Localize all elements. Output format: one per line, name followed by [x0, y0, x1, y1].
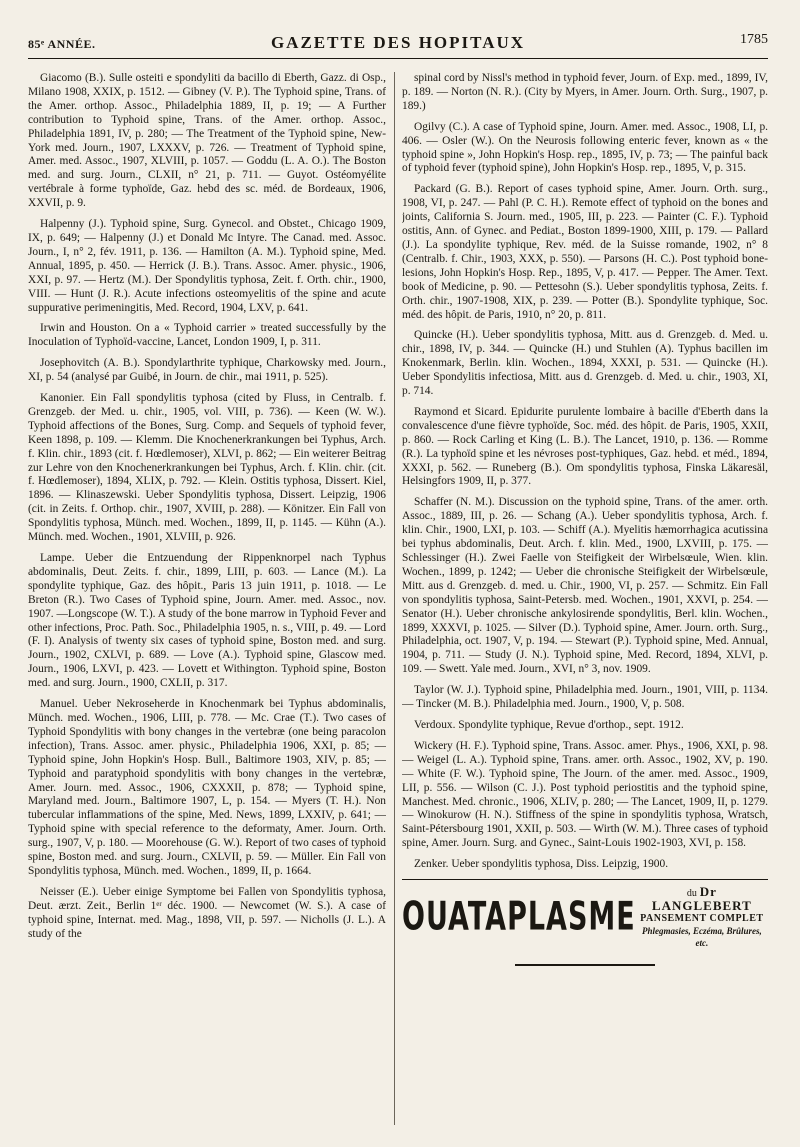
bibliography-entry: spinal cord by Nissl's method in typhoid fever, Journ. of Exp. med., 1899, IV, p. 189. — Norton (N. R.). (City by Myers, in Amer. Journ. Orth. Surg., 1907, p. 189.): [402, 72, 768, 112]
advertisement: [402, 879, 768, 973]
ornament-rule: [515, 964, 655, 966]
bibliography-entry: Quincke (H.). Ueber spondylitis typhosa, Mitt. aus d. Grenzgeb. d. Med. u. chir., 1898, IV, p. 344. — Quincke (H.) und Stuhlen (A). Typhus bacillen im Knokenmark, Berlin. klin. Wochen., 1894, XXXI, p. 531. — Quincke (H.). Ueber Spondylitis infectiosa, Mitt. aus d. Grenzgeb. d. Med. u. chir., 1903, XI, p. 714.: [402, 329, 768, 398]
page-number: 1785: [740, 32, 768, 47]
bibliography-entry: Giacomo (B.). Sulle osteiti e spondyliti da bacillo di Eberth, Gazz. di Osp., Milano 1908, XXIX, p. 1512. — Gibney (V. P.). The Typhoid spine, Trans. of the Amer. orthop. Assoc., Philadelphia 1889, II, p. 19; — A Further contribution to Typhoid spine, Trans. of the Amer. orthop. Assoc., Philadelphia 1891, IV, p. 280; — The Treatment of the Typhoid spine, New-York med. Journ., 1907, LXXXV, p. 726. — Treatment of Typhoid spine, Amer. med. Assoc., 1907, XLVIII, p. 1057. — Goddu (L. A. O.). The Boston med. and surg. Journ., CLXII, n° 21, p. 711. — Guyot. Ostéomyélite vertébrale à forme typhoïde, Gaz. hebd des sc. méd. de Bordeaux, 1906, XXVII, p. 9.: [28, 72, 386, 210]
ad-doctor: Dr LANGLEBERT: [651, 884, 752, 914]
bibliography-entry: Kanonier. Ein Fall spondylitis typhosa (cited by Fluss, in Centralb. f. Grenzgeb. der Med. u. chir., 1905, vol. VIII, p. 736). — Keen (W. W.). Typhoid affections of the Bones, Surg. Comp. and Sequels of typhoid fever, Keen 1898, p. 109. — Klemm. Die Knochenerkrankungen bei Typhus, Arch. f. Klin. chir., 1893 (cit. f. Hœdlemoser), XLVI, p. 862; — Ein weiterer Beitrag zur Lehre von den Knochenerkrankungen bei Typhus, Arch. f. Klin. chir. (cit. f. Hœdlemoser), 1894, XLIX, p. 792. — Klein. Ostitis typhosa, Dissert. Kiel, 1896. — Klinaszewski. Ueber Spondylitis typhosa, Dissert. Leipzig, 1906 (cit. in Zeits. f. Orthop. chir., 1907, XVIII, p. 288). — Könitzer. Ein Fall von Spondylitis typhosa, Münch. med. Wochen., 1899, II, p. 1145. — Kühn (A.). Münch. med. Wochen., 1901, XLVIII, p. 926.: [28, 392, 386, 544]
ad-top-rule: [402, 879, 768, 880]
volume-year: 85ᵉ ANNÉE.: [28, 37, 96, 51]
page-header: [28, 24, 768, 59]
bibliography-entry: Halpenny (J.). Typhoid spine, Surg. Gynecol. and Obstet., Chicago 1909, IX, p. 649; — Halpenny (J.) et Donald Mc Intyre. The Canad. med. Assoc. Journ., I, n° 2, fév. 1911, p. 136. — Hamilton (A. M.). Typhoid spine, Med. Annual, 1895, p. 450. — Herrick (J. B.). Trans. Assoc. Amer. physic., 1906, XXI, p. 97. — Hertz (M.). Der Spondylitis typhosa, Zeit. f. Orth. chir., 1900, VIII. — Hunt (J. R.). Acute infections osteomyelitis of the spine and acute suppurative perimeningitis, Med. Record, 1904, LXV, p. 641.: [28, 218, 386, 314]
left-column: [28, 72, 386, 1127]
bibliography-entry: Zenker. Ueber spondylitis typhosa, Diss. Leipzig, 1900.: [414, 858, 669, 871]
bibliography-entry: Josephovitch (A. B.). Spondylarthrite typhique, Charkowsky med. Journ., XI, p. 54 (analysé par Guibé, in Journ. de chir., mai 1911, p. 525).: [28, 357, 386, 384]
ad-side-text: [636, 886, 768, 949]
bibliography-entry: Raymond et Sicard. Epidurite purulente lombaire à bacille d'Eberth dans la convalescence d'une fièvre typhoïde, Soc. méd. des hôpit. de Paris, 1905, XXII, p. 860. — Rock Carling et King (L. B.). The Lancet, 1910, p. 136. — Romme (R.). La typhoïd spine et les névroses post-typhiques, Gaz. hebd. et méd., 1894, XXXI, p. 562. — Runeberg (B.). Om spondylitis typhosa, Finska Läkaresäl, Helsingfors 1909, II, p. 377.: [402, 405, 768, 488]
bibliography-entry: Schaffer (N. M.). Discussion on the typhoid spine, Trans. of the amer. orth. Assoc., 1889, III, p. 26. — Schang (A.). Ueber spondylitis typhosa, Arch. f. klin. Chir., 1900, LXI, p. 103. — Schiff (A.). Myelitis hæmorrhagica acutissina bei typhus abdominalis, Deut. Arch. f. klin. Med., 1900, LXVIII, p. 175. — Schlessinger (H.). Zwei Faelle von Steifigkeit der Wirbelsœule, Wien. klin. Wochen., 1899, p. 1242; — Ueber die chronische Steifigkeit der Wirbelsœule, Mitt. aus d. Grenzgeb. d. med. u. Chir., 1900, VI, p. 257. — Schmitz. Ein Fall von spondylitis typhosa, Saint-Petersb. med. Wochen., 1901, XXVI, p. 254. — Senator (H.). Ueber chronische ankylosirende spondylitis, Berl. klin. Wochen., 1899, XXXVI, p. 1025. — Silver (D.). Typhoid spine, Amer. Journ. orth. Surg., Philadelphia, oct. 1907, V, p. 194. — Stewart (P.). Typhoid spine, Med. Annual, 1904, p. 711. — Study (J. N.). Typhoid spine, Med. Record, 1894, XLVI, p. 109. — Swett. Yale med. Journ., XVI, n° 3, nov. 1909.: [402, 496, 768, 676]
ad-subtitle: PANSEMENT COMPLET: [640, 913, 764, 925]
ad-content: [402, 886, 768, 949]
bibliography-entry: Irwin and Houston. On a « Typhoid carrier » treated successfully by the Inoculation of Typhoïd-vaccine, Lancet, London 1909, I, p. 311.: [28, 322, 386, 349]
bibliography-entry: Taylor (W. J.). Typhoid spine, Philadelphia med. Journ., 1901, VIII, p. 1134. — Tincker (M. B.). Philadelphia med. Journ., 1900, V, p. 508.: [402, 684, 768, 711]
bibliography-entry: Lampe. Ueber die Entzuendung der Rippenknorpel nach Typhus abdominalis, Deut. Zeits. f. chir., 1899, LIII, p. 603. — Lance (M.). La spondylite typhique, Gaz. des hôpit., Paris 13 juin 1911, p. 1018. — Le Breton (R.). Two Cases of Typhoid spine, Journ. Amer. med. Assoc., nov. 1907. —Longscope (W. T.). A study of the bone marrow in Typhoid Fever and other infections, Proc. Path. Soc., Philadelphia 1905, n. s., VIII, p. 49. — Lord (F. I). Analysis of twenty six cases of typhoid spine, Boston med. and surg. Journ., 1902, CXLVI, p. 689. — Love (A.). Typhoid spine, Glascow med. Journ., 1906, LXVI, p. 423. — Lovett et Withington. Typhoid spine, Boston med. and surg. Journ., 1900, CXLII, p. 317.: [28, 552, 386, 690]
column-divider: [394, 72, 395, 1125]
journal-title: GAZETTE DES HOPITAUX: [270, 33, 526, 52]
bibliography-entry: Manuel. Ueber Nekroseherde in Knochenmark bei Typhus abdominalis, Münch. med. Wochen., 1906, LIII, p. 778. — Mc. Crae (T.). Two cases of Typhoid Spondylitis with bony changes in the vertebræ (one being paracolon infection), Trans. Assoc. amer. physic., Philadelphia 1906, XXI, p. 85; — Typhoid spine, John Hopkin's Hosp. Bull., Baltimore 1903, XIV, p. 85; — Typhoid and paratyphoid spondylitis with bony changes in the vertebræ, Amer. Journ. med. Assoc., 1906, CXXXII, p. 878; — Typhoid spine, Maryland med. Journ., Baltimore 1907, L, p. 154. — Myers (T. H.). Non tubercular inflammations of the spine, Med. News, 1899, LXXIV, p. 641; — Typhoid spine with special reference to the deformaty, Amer. Journ. Orth. surg., 1907, V, p. 180. — Moorehouse (G. W.). Report of two cases of typhoid spine, Boston med. and surg. Journ., CXLVII, p. 59. — Müller. Ein Fall von Spondylitis typhosa, Münch. med. Wochen., 1899, II, p. 1664.: [28, 698, 386, 877]
bibliography-entry: Ogilvy (C.). A case of Typhoid spine, Journ. Amer. med. Assoc., 1908, LI, p. 406. — Osler (W.). On the Neurosis following enteric fever, known as « the typhoid spine », John Hopkin's Hosp. rep., 1895, IV, p. 73; — The painful back of typhoid fever (typhoid spine), John Hopkin's Hosp. rep., 1895, V, p. 315.: [402, 120, 768, 175]
bibliography-entry: Packard (G. B.). Report of cases typhoid spine, Amer. Journ. Orth. surg., 1908, VI, p. 247. — Pahl (P. C. H.). Remote effect of typhoid on the bones and joints, California S. Journ. med., 1905, III, p. 223. — Painter (C. F.). Typhoid ostitis, Ann. of Gynec. and Pediat., Boston 1899-1900, XIII, p. 179. — Pallard (J.). La spondylite typhique, Rev. méd. de la Suisse romande, 1902, n° 8 (Centralb. f. Chir., 1903, XXX, p. 550). — Parsons (H. C.). Post typhoid bone-lesions, John Hopkin's Hosp. Rep., 1895, V, p. 417. — Pepper. The Amer. Text. book of Medicine, p. 90. — Pettesohn (S.). Ueber spondylitis typhosa, Zeits. f. Orth. chir., 1907-1908, XIX, p. 239. — Potter (B.). Spondylite typhique, Soc. méd. des hôpit. de Paris, 1910, n° 20, p. 811.: [402, 183, 768, 321]
bibliography-entry: Verdoux. Spondylite typhique, Revue d'orthop., sept. 1912.: [414, 718, 684, 731]
ad-tagline: Phlegmasies, Eczéma, Brûlures, etc.: [641, 926, 762, 949]
right-column: [402, 72, 768, 1127]
bibliography-entry: Wickery (H. F.). Typhoid spine, Trans. Assoc. amer. Phys., 1906, XXI, p. 98. — Weigel (L. A.). Typhoid spine, Trans. amer. orth. Assoc., 1902, XV, p. 190. — White (F. W.). Typhoid spine, The Journ. of the amer. med. Assoc., 1909, LII, p. 556. — Wilson (C. J.). Post typhoid periostitis and the typhoid spine, Manchest. Med. chronic., 1906, XLIV, p. 280; — The Lancet, 1909, II, p. 1279. — Winokurow (H. N.). Stiffness of the spine in spondylitis typhosa, Wratsch, Saint-Pétersbourg 1901, XXII, p. 503. — Wirth (W. M.). Three cases of typhoid spine, Amer. Journ. Surg. and Gynec., Saint-Louis 1902-1903, XVI, p. 158.: [402, 739, 768, 850]
ad-brand: OUATAPLASME: [402, 894, 636, 940]
bibliography-entry: Neisser (E.). Ueber einige Symptome bei Fallen von Spondylitis typhosa, Deut. ærzt. Zeit., Berlin 1ᵉʳ déc. 1900. — Newcomet (W. S.). A case of typhoid spine, Internat. med. Mag., 1898, VII, p. 597. — Nicholls (J. L.). A study of the: [28, 885, 386, 940]
ad-ornament: [402, 959, 768, 973]
ad-du: du: [686, 888, 697, 900]
